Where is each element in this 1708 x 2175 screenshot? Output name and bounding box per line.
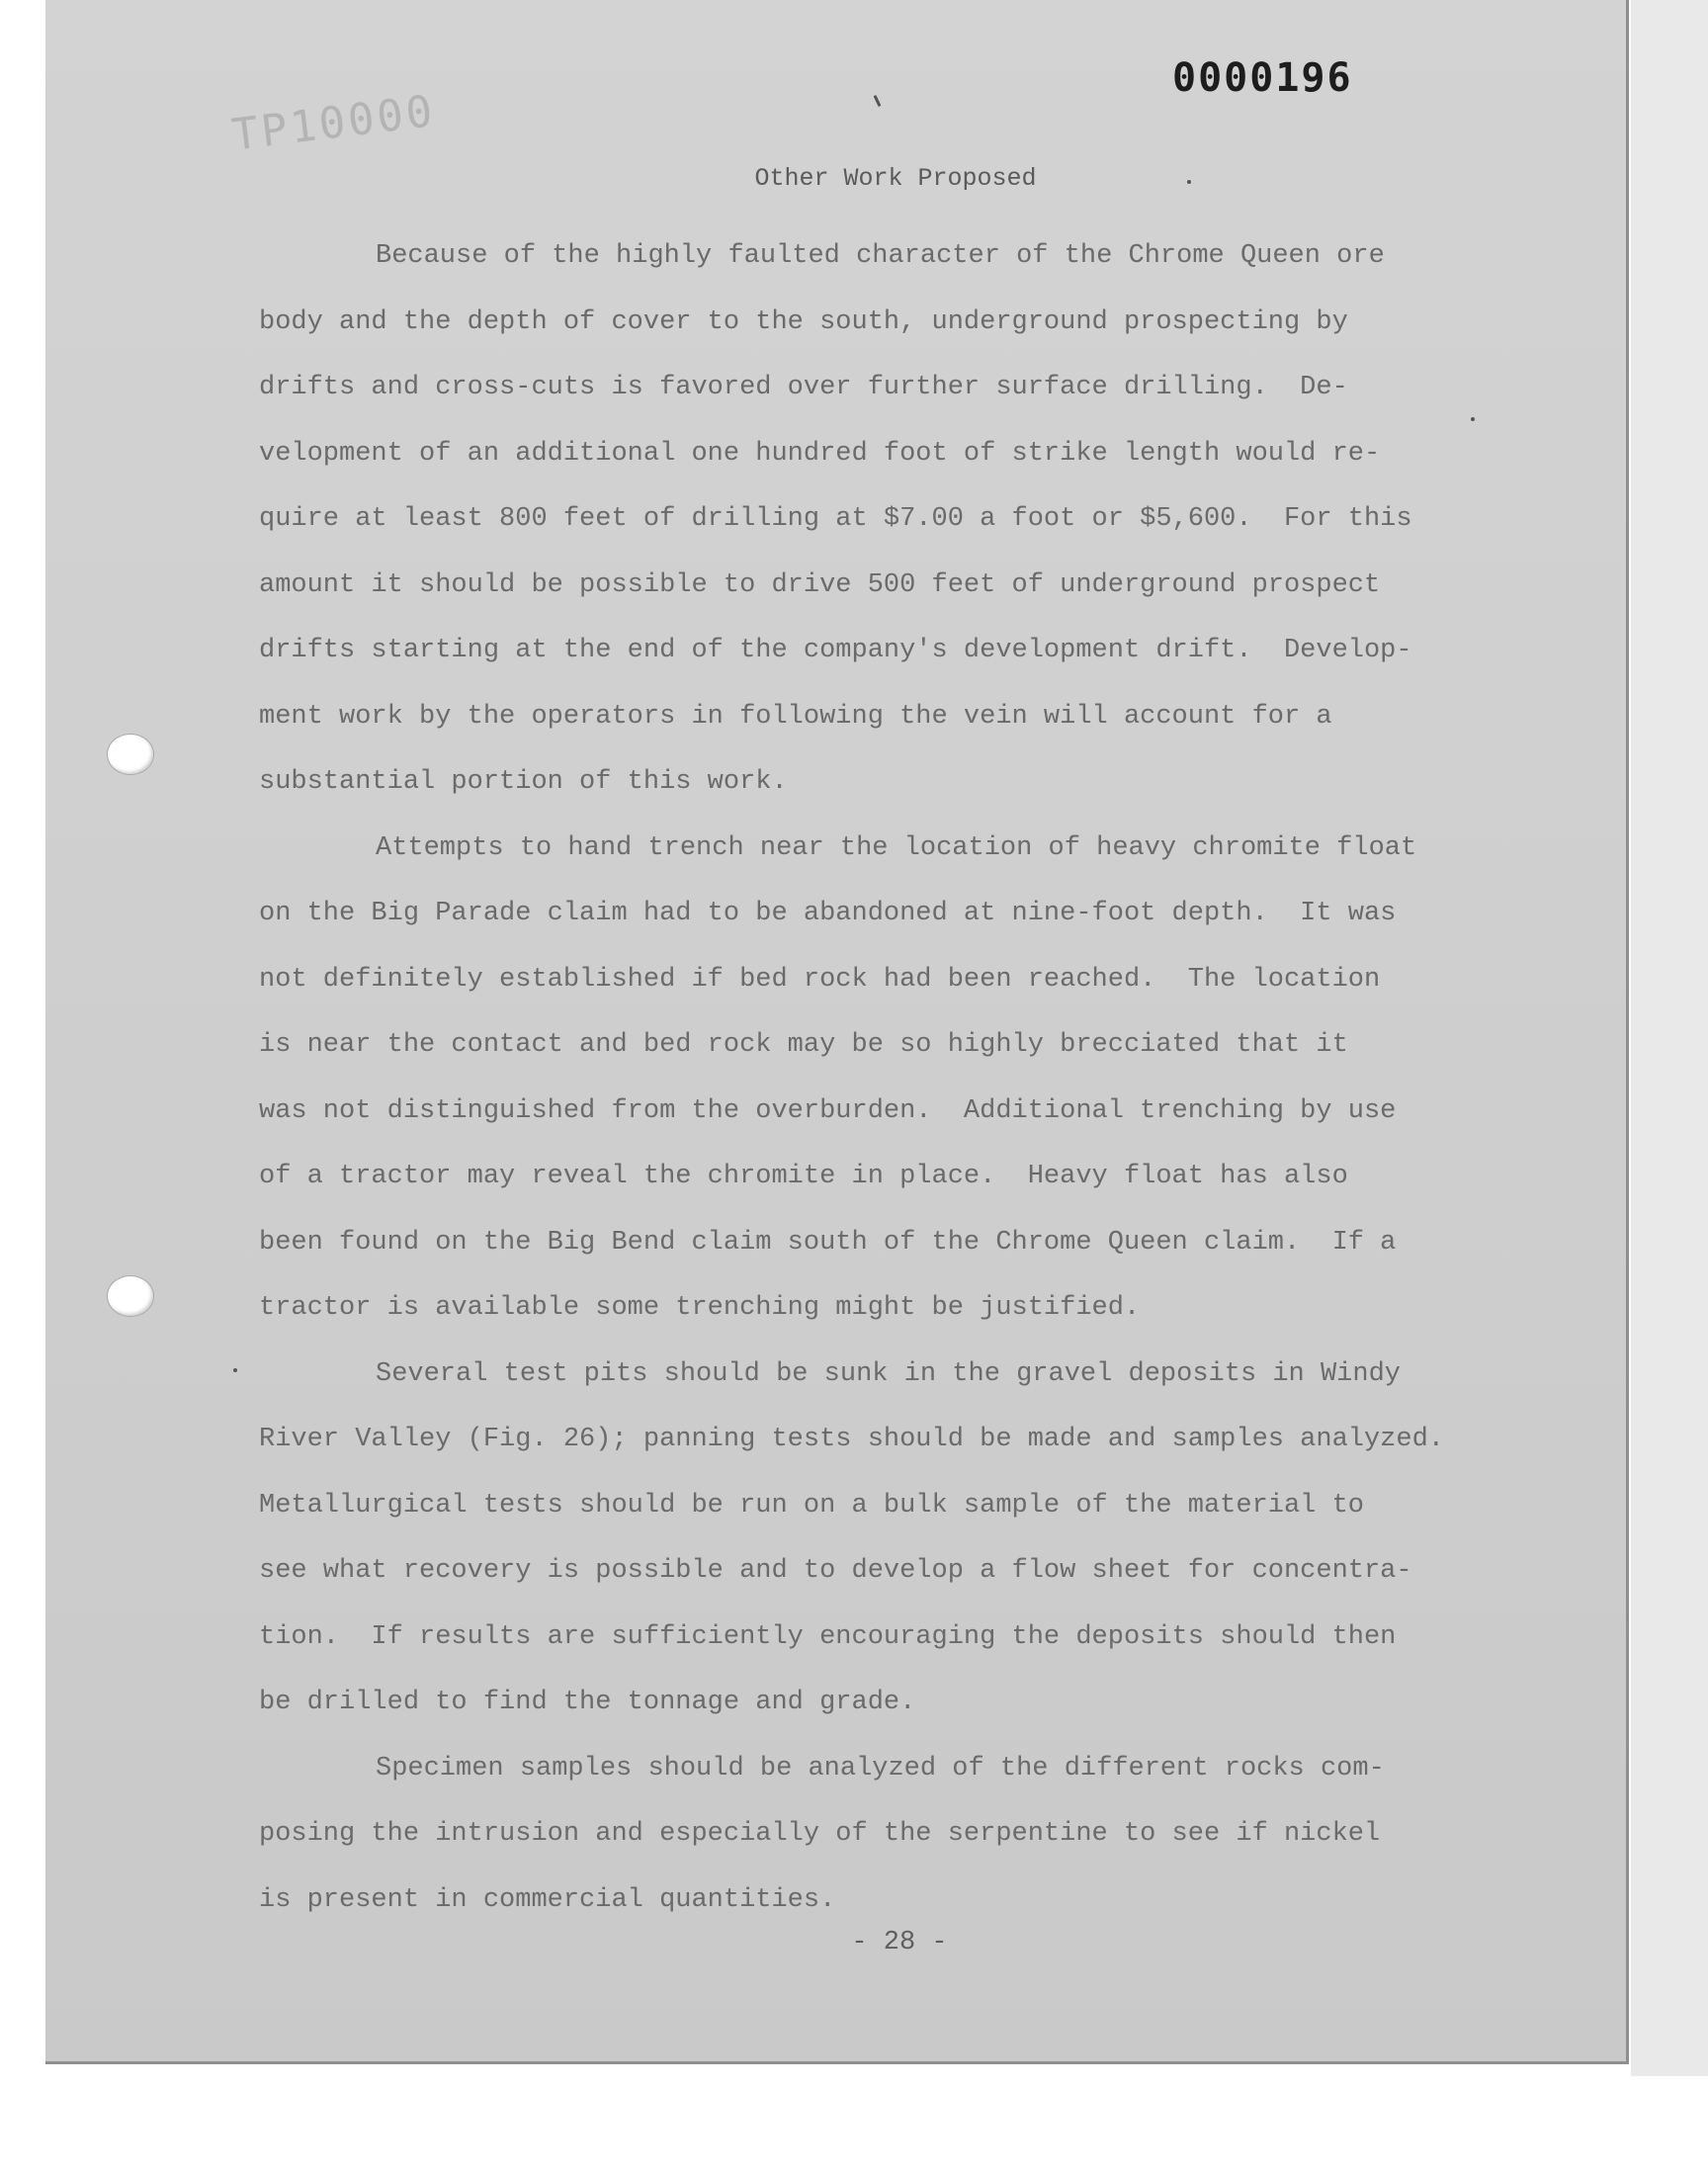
text-line: quire at least 800 feet of drilling at $7.00 a foot or $5,600. For this: [259, 504, 1412, 534]
text-line: of a tractor may reveal the chromite in place. Heavy float has also: [259, 1162, 1348, 1191]
document-number: 0000196: [1172, 55, 1353, 101]
paragraph-1: [259, 223, 1485, 816]
paragraph-3: [259, 1342, 1485, 1736]
paragraph-2: [259, 816, 1485, 1342]
paragraph-4: [259, 1736, 1485, 1934]
text-line: Attempts to hand trench near the location of heavy chromite float: [376, 832, 1417, 863]
text-line: tractor is available some trenching might be justified.: [259, 1293, 1141, 1323]
punch-hole: [107, 734, 154, 775]
faded-stamp: TP10000: [229, 85, 439, 161]
text-line: drifts starting at the end of the company's development drift. Develop-: [259, 636, 1412, 665]
text-line: is near the contact and bed rock may be so highly brecciated that it: [259, 1030, 1348, 1060]
text-line: substantial portion of this work.: [259, 767, 788, 797]
text-line: Metallurgical tests should be run on a bulk sample of the material to: [259, 1490, 1364, 1521]
body-text: [259, 223, 1485, 1933]
text-line: not definitely established if bed rock had been reached. The location: [259, 964, 1381, 995]
text-line: be drilled to find the tonnage and grade.: [259, 1688, 916, 1717]
speck: [233, 1368, 237, 1372]
text-line: posing the intrusion and especially of the serpentine to see if nickel: [259, 1819, 1381, 1849]
text-line: tion. If results are sufficiently encouraging the deposits should then: [259, 1621, 1397, 1652]
text-line: was not distinguished from the overburden. Additional trenching by use: [259, 1095, 1397, 1126]
punch-hole: [107, 1275, 154, 1317]
text-line: ment work by the operators in following the vein will account for a: [259, 701, 1332, 732]
text-line: Specimen samples should be analyzed of the different rocks com-: [376, 1753, 1385, 1784]
page-number: - 28 -: [851, 1928, 948, 1958]
text-line: velopment of an additional one hundred foot of strike length would re-: [259, 438, 1381, 469]
text-line: is present in commercial quantities.: [259, 1884, 836, 1915]
text-line: River Valley (Fig. 26); panning tests should be made and samples analyzed.: [259, 1425, 1444, 1454]
text-line: amount it should be possible to drive 500 feet of underground prospect: [259, 569, 1381, 600]
text-line: body and the depth of cover to the south, underground prospecting by: [259, 306, 1348, 337]
text-line: drifts and cross-cuts is favored over further surface drilling. De-: [259, 373, 1348, 402]
text-line: see what recovery is possible and to develop a flow sheet for concentra-: [259, 1556, 1412, 1586]
page-title: [0, 164, 1708, 193]
text-line: Several test pits should be sunk in the gravel deposits in Windy: [376, 1358, 1401, 1389]
text-line: Because of the highly faulted character of the Chrome Queen ore: [376, 241, 1385, 271]
text-line: on the Big Parade claim had to be abandoned at nine-foot depth. It was: [259, 899, 1397, 928]
text-line: been found on the Big Bend claim south of the Chrome Queen claim. If a: [259, 1227, 1397, 1258]
page-title-text: Other Work Proposed: [754, 164, 1037, 193]
scan-edge: [1631, 0, 1708, 2076]
